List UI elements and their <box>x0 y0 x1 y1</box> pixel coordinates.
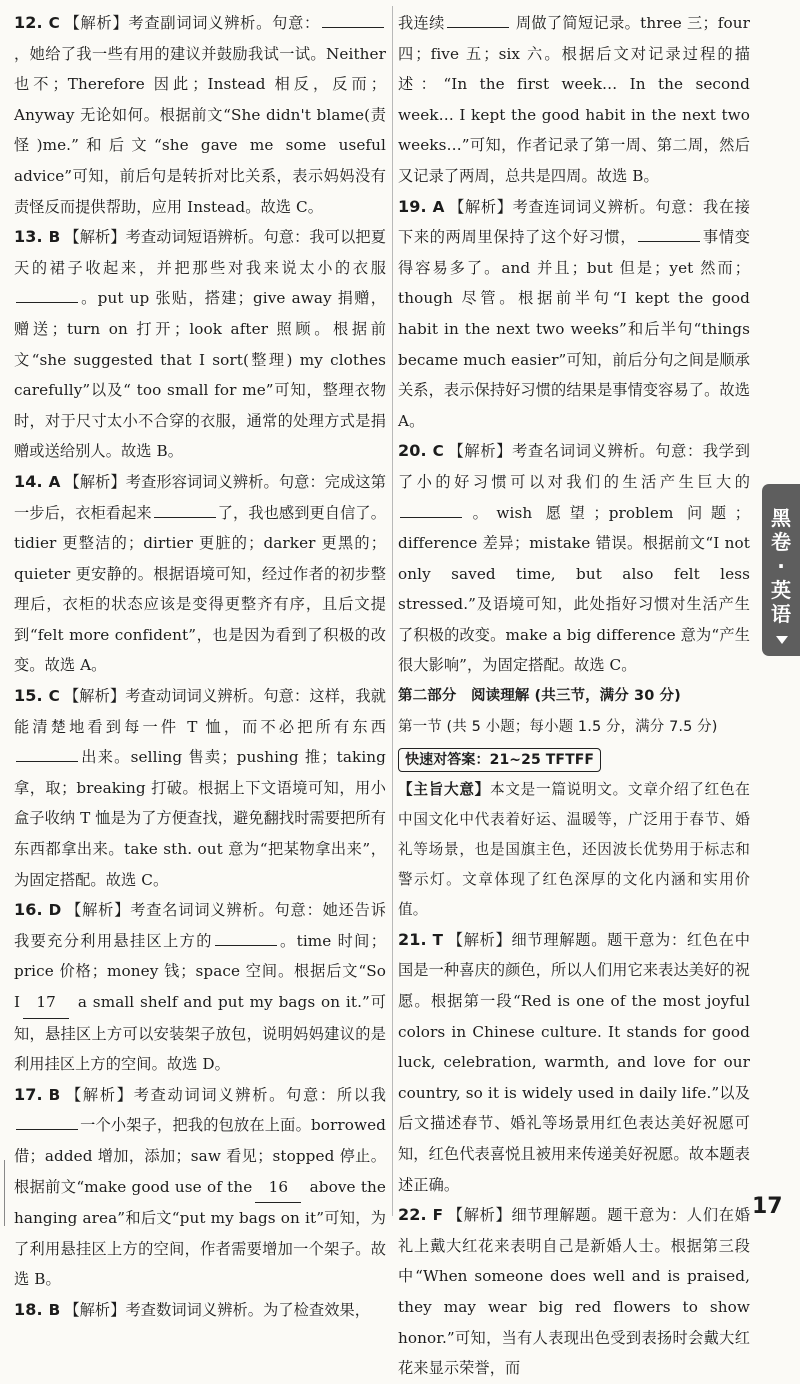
blank-reference-number: 16 <box>255 1172 301 1204</box>
question-16 <box>14 895 386 1080</box>
question-number: 22. <box>398 1205 427 1225</box>
answer-blank <box>215 930 277 946</box>
question-number: 21. <box>398 929 427 949</box>
question-13 <box>14 222 386 467</box>
question-number: 12. <box>14 13 43 32</box>
answer-letter: F <box>432 1206 444 1225</box>
question-number: 14. <box>14 471 43 491</box>
answer-blank <box>154 502 216 518</box>
explanation-text: 出来。selling 售卖；pushing 推；taking 拿，取；breaking 打破。根据上下文语境可知，用小盒子收纳 T 恤是为了方便查找，避免翻找时需要把所有东西都拿出来。take sth. out 意为“把某物拿出来”，为固定搭配。故选 C。 <box>14 748 386 889</box>
question-17 <box>14 1080 386 1295</box>
part-two-heading: 第二部分 阅读理解 (共三节，满分 30 分) <box>398 688 681 705</box>
explanation-text: a small shelf and put my bags on it.”可知，悬挂区上方可以安装架子放包，说明妈妈建议的是利用挂区上方的空间。故选 D。 <box>14 993 386 1074</box>
explanation-text: 一个小架子，把我的包放在上面。borrowed 借；added 增加，添加；saw 看见；stopped 停止。根据前文“make good use of the <box>14 1116 386 1196</box>
question-number: 13. <box>14 227 43 247</box>
answer-letter: D <box>48 901 62 920</box>
explanation-text: 【解析】考查连词词义辨析。句意：我在接下来的两周里保持了这个好习惯， <box>398 197 750 247</box>
answer-letter: B <box>48 228 61 247</box>
explanation-text: 【解析】考查副词词义辨析。句意： <box>63 14 320 32</box>
answer-letter: B <box>48 1085 61 1104</box>
question-22 <box>398 1200 750 1384</box>
subject-side-tab <box>762 484 800 656</box>
answer-blank <box>16 746 78 762</box>
question-18-continued <box>398 8 750 192</box>
explanation-text: 【解析】考查动词词义辨析。句意：所以我 <box>64 1085 386 1104</box>
question-14 <box>14 467 386 681</box>
answer-letter: T <box>432 930 444 949</box>
question-15 <box>14 681 386 895</box>
question-12 <box>14 8 386 222</box>
page-number: 17 <box>752 1194 783 1219</box>
explanation-text: 【解析】细节理解题。题干意为：红色在中国是一种喜庆的颜色，所以人们用它来表达美好的祝愿。根据第一段“Red is one of the most joyful colors in Chinese culture. It stands for good luck, celebration, warmth, and love for our country, so it is widely used in daily life.”以及后文描述春节、婚礼等场景用红色表达美好祝愿可知，红色代表喜悦且被用来传递美好祝愿。故本题表述正确。 <box>398 930 750 1194</box>
question-number: 18. <box>14 1299 43 1319</box>
answer-blank <box>638 226 700 242</box>
explanation-text: 周做了简短记录。three 三；four 四；five 五；six 六。根据后文对记录过程的描述：“In the first week… In the second week… I kept the good habit in the next two weeks…”可知，作者记录了第一周、第二周，然后又记录了两周，总共是四周。故选 B。 <box>398 14 750 185</box>
explanation-text: 【解析】细节理解题。题干意为：人们在婚礼上戴大红花来表明自己是新婚人士。根据第三段中“When someone does well and is praised, they may wear big red flowers to show honor.”可知，当有人表现出色受到表扬时会戴大红花来显示荣誉，而 <box>398 1206 750 1378</box>
answer-blank <box>322 12 384 28</box>
side-tab-dot: · <box>777 554 785 578</box>
left-column <box>14 8 386 1326</box>
explanation-text: 我连续 <box>398 14 445 32</box>
answer-blank <box>447 12 509 28</box>
explanation-text: 了，我也感到更自信了。tidier 更整洁的；dirtier 更脏的；darker 更黑的；quieter 更安静的。根据语境可知，经过作者的初步整理后，衣柜的状态应该是变得更整齐有序，且后文提到“felt more confident”，也是因为看到了积极的改变。故选 A。 <box>14 503 386 675</box>
answer-blank <box>400 502 462 518</box>
explanation-text: ，她给了我一些有用的建议并鼓励我试一试。Neither 也不；Therefore 因此；Instead 相反，反而；Anyway 无论如何。根据前文“She didn't blame(责怪)me.”和后文“she gave me some useful advice”可知，前后句是转折对比关系，表示妈妈没有责怪反而提供帮助，应用 Instead。故选 C。 <box>14 44 386 216</box>
answer-letter: A <box>48 472 61 491</box>
side-tab-series: 黑卷 <box>771 506 791 554</box>
column-divider <box>392 6 393 1216</box>
main-idea-tag: 【主旨大意】 <box>398 780 490 798</box>
explanation-text: 【解析】考查名词词义辨析。句意：我学到了小的好习惯可以对我们的生活产生巨大的 <box>398 442 750 491</box>
question-20 <box>398 436 750 681</box>
triangle-down-icon <box>776 636 788 644</box>
quick-answer-box: 快速对答案：21~25 TFTFF <box>398 748 601 772</box>
question-number: 16. <box>14 900 43 920</box>
answer-letter: B <box>48 1300 61 1319</box>
main-idea-summary <box>398 775 750 925</box>
explanation-text: 【解析】考查数词词义辨析。为了检查效果， <box>64 1300 371 1319</box>
explanation-text: above the hanging area”和后文“put my bags on it”可知，为了利用悬挂区上方的空间，作者需要增加一个架子。故选 B。 <box>14 1177 386 1289</box>
answer-letter: C <box>48 14 60 32</box>
explanation-text: 【解析】考查名词词义辨析。句意：她还告诉我要充分利用悬挂区上方的 <box>14 901 386 950</box>
explanation-text: 【解析】考查动词词义辨析。句意：这样，我就能清楚地看到每一件 T 恤，而不必把所有东西 <box>14 687 386 736</box>
question-19 <box>398 192 750 437</box>
explanation-text: 【解析】考查动词短语辨析。句意：我可以把夏天的裙子收起来，并把那些对我来说太小的衣服 <box>14 228 386 277</box>
explanation-text: 【解析】考查形容词词义辨析。句意：完成这第一步后，衣柜看起来 <box>14 472 386 522</box>
answer-blank <box>16 1114 78 1130</box>
explanation-text: 。time 时间；price 价格；money 钱；space 空间。根据后文“So I <box>14 931 386 1011</box>
answer-blank <box>16 287 78 303</box>
main-idea-text: 本文是一篇说明文。文章介绍了红色在中国文化中代表着好运、温暖等，广泛用于春节、婚礼等场景，也是国旗主色，还因波长优势用于标志和警示灯。文章体现了红色深厚的文化内涵和实用价值。 <box>398 780 750 918</box>
side-tab-subject: 英语 <box>771 578 791 626</box>
right-column <box>398 8 750 1384</box>
question-21 <box>398 925 750 1200</box>
answer-letter: C <box>48 687 60 706</box>
question-number: 20. <box>398 441 427 461</box>
answer-letter: C <box>432 442 444 461</box>
answer-letter: A <box>432 197 445 216</box>
question-number: 15. <box>14 686 43 706</box>
blank-reference-number: 17 <box>23 987 69 1019</box>
question-number: 19. <box>398 196 427 216</box>
explanation-text: 。wish 愿望；problem 问题；difference 差异；mistake 错误。根据前文“I not only saved time, but also felt less stressed.”及语境可知，此处指好习惯对生活产生了积极的改变。make a big difference 意为“产生很大影响”，为固定搭配。故选 C。 <box>398 503 750 675</box>
explanation-text: 事情变得容易多了。and 并且；but 但是；yet 然而；though 尽管。根据前半句“I kept the good habit in the next two weeks”和后半句“things became much easier”可知，前后分句之间是顺承关系，表示保持好习惯的结果是事情变容易了。故选 A。 <box>398 228 750 430</box>
explanation-text: 。put up 张贴，搭建；give away 捐赠，赠送；turn on 打开；look after 照顾。根据前文“she suggested that I sort(整理) my clothes carefully”以及“ too small for me”可知，整理衣物时，对于尺寸太小不合穿的衣服，通常的处理方式是捐赠或送给别人。故选 B。 <box>14 289 386 461</box>
question-number: 17. <box>14 1084 43 1104</box>
margin-rule <box>4 1160 5 1226</box>
section-one-heading: 第一节 (共 5 小题；每小题 1.5 分，满分 7.5 分) <box>398 718 718 735</box>
question-18 <box>14 1295 386 1326</box>
